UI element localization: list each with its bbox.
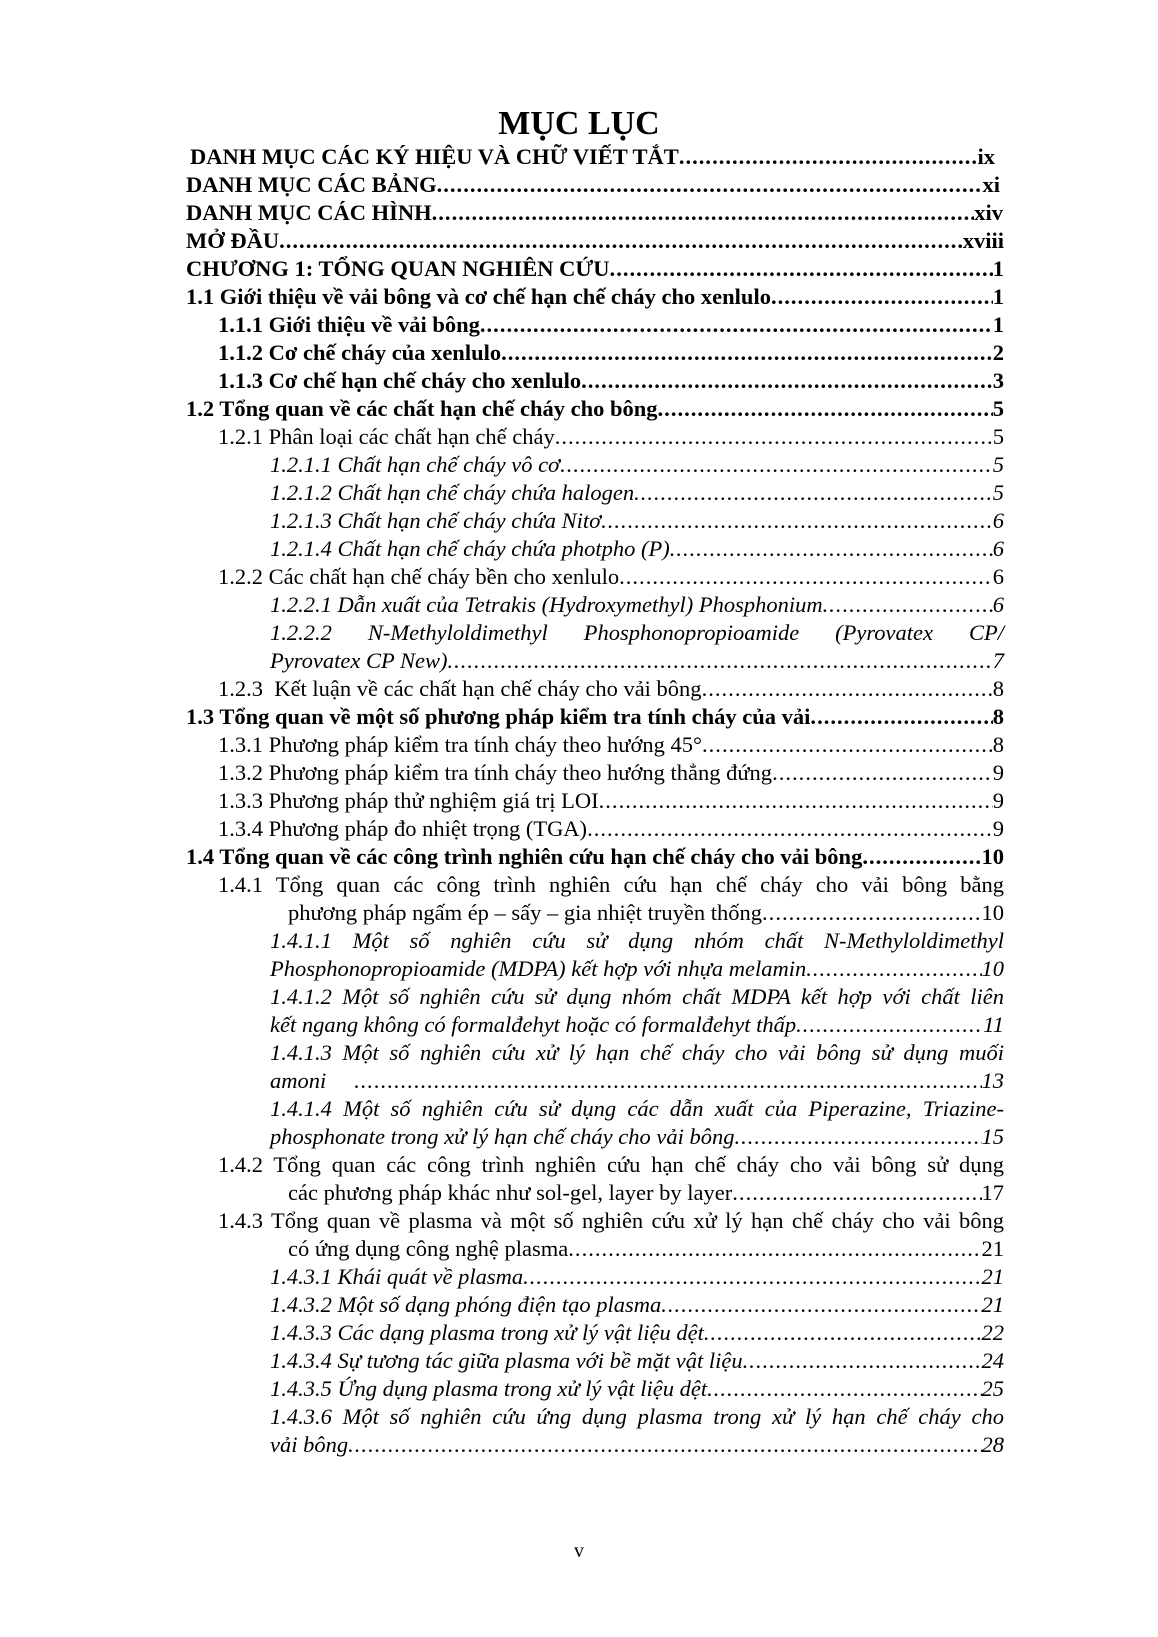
- toc-entry-page: 6: [992, 536, 1004, 561]
- toc-entry-page: xviii: [962, 228, 1004, 253]
- toc-entry-continuation: phosphonate trong xử lý hạn chế cháy cho vải bông: [270, 1124, 735, 1149]
- leader-dots: [523, 1263, 981, 1291]
- toc-entry-text: DANH MỤC CÁC BẢNG: [186, 172, 437, 197]
- toc-entry-text: 1.2.2 Các chất hạn chế cháy bền cho xenlulo: [218, 564, 620, 589]
- toc-entry-text: 1.3.1 Phương pháp kiểm tra tính cháy theo hướng 45°: [218, 732, 702, 757]
- toc-entry-text: 1.2.2.1 Dẫn xuất của Tetrakis (Hydroxymethyl) Phosphonium: [270, 592, 823, 617]
- toc-entry[interactable]: [186, 227, 1004, 255]
- toc-entry[interactable]: [218, 759, 1004, 787]
- leader-dots: [480, 311, 993, 339]
- toc-entry-page: 28: [981, 1432, 1004, 1457]
- toc-entry[interactable]: [270, 1263, 1004, 1291]
- leader-dots: [610, 255, 993, 283]
- leader-dots: [823, 591, 993, 619]
- toc-entry-text: 1.4.3.4 Sự tương tác giữa plasma với bề mặt vật liệu: [270, 1348, 743, 1373]
- toc-entry[interactable]: [186, 171, 1000, 199]
- toc-entry[interactable]: [218, 367, 1004, 395]
- toc-entry-page: 24: [981, 1348, 1004, 1373]
- leader-dots: [679, 143, 978, 171]
- leader-dots: [772, 759, 993, 787]
- leader-dots: [704, 1319, 982, 1347]
- toc-entry[interactable]: [270, 479, 1004, 507]
- toc-entry[interactable]: [288, 1235, 1004, 1263]
- toc-entry[interactable]: [270, 955, 1004, 983]
- toc-entry-text[interactable]: 1.4.1.2 Một số nghiên cứu sử dụng nhóm chất MDPA kết hợp với chất liên: [270, 984, 1004, 1009]
- toc-entry-page: 10: [981, 900, 1004, 925]
- leader-dots: [619, 563, 993, 591]
- toc-entry[interactable]: [218, 563, 1004, 591]
- page-title: MỤC LỤC: [498, 105, 660, 142]
- toc-entry[interactable]: [186, 199, 1003, 227]
- toc-entry-continuation: Phosphonopropioamide (MDPA) kết hợp với nhựa melamin: [270, 956, 807, 981]
- toc-entry-page: 1: [992, 256, 1004, 281]
- toc-entry-page: 5: [992, 396, 1004, 421]
- toc-entry-continuation: Pyrovatex CP New): [270, 648, 448, 673]
- toc-entry-continuation: các phương pháp khác như sol-gel, layer by layer: [288, 1180, 733, 1205]
- toc-entry-page: 21: [981, 1264, 1004, 1289]
- leader-dots: [658, 395, 993, 423]
- toc-entry[interactable]: [218, 675, 1004, 703]
- leader-dots: [348, 1431, 981, 1459]
- toc-entry[interactable]: [186, 255, 1004, 283]
- toc-entry-page: 11: [983, 1012, 1004, 1037]
- page-number: v: [574, 1540, 584, 1562]
- toc-entry-page: xi: [982, 172, 1000, 197]
- toc-entry-text[interactable]: 1.4.1 Tổng quan các công trình nghiên cứu hạn chế cháy cho vải bông bằng: [218, 872, 1004, 897]
- toc-entry[interactable]: [270, 451, 1004, 479]
- toc-entry-text: 1.2.1.3 Chất hạn chế cháy chứa Nitơ: [270, 508, 602, 533]
- toc-entry[interactable]: [218, 787, 1004, 815]
- toc-entry[interactable]: [186, 395, 1004, 423]
- toc-entry[interactable]: [218, 815, 1004, 843]
- toc-entry-page: 10: [981, 956, 1004, 981]
- leader-dots: [432, 199, 975, 227]
- toc-entry[interactable]: [270, 507, 1004, 535]
- toc-entry-page: 6: [992, 592, 1004, 617]
- toc-entry-page: 3: [992, 368, 1004, 393]
- toc-entry-text: 1.4.3.1 Khái quát về plasma: [270, 1264, 524, 1289]
- toc-entry-text: 1.4.3.3 Các dạng plasma trong xử lý vật liệu dệt: [270, 1320, 704, 1345]
- leader-dots: [702, 675, 993, 703]
- toc-entry-text: 1.2.1 Phân loại các chất hạn chế cháy: [218, 424, 555, 449]
- toc-entry-text: 1.4.3.5 Ứng dụng plasma trong xử lý vật liệu dệt: [270, 1376, 708, 1401]
- leader-dots: [702, 731, 993, 759]
- leader-dots: [806, 955, 981, 983]
- toc-entry-text: 1.2.1.2 Chất hạn chế cháy chứa halogen: [270, 480, 635, 505]
- leader-dots: [447, 647, 992, 675]
- toc-entry-page: 1: [992, 284, 1004, 309]
- leader-dots: [601, 507, 993, 535]
- leader-dots: [732, 1179, 981, 1207]
- toc-entry[interactable]: [270, 591, 1004, 619]
- leader-dots: [734, 1123, 981, 1151]
- toc-entry-page: 6: [992, 564, 1004, 589]
- toc-entry[interactable]: [288, 899, 1004, 927]
- leader-dots: [634, 479, 993, 507]
- toc-entry-text: CHƯƠNG 1: TỔNG QUAN NGHIÊN CỨU: [186, 256, 610, 281]
- leader-dots: [862, 843, 981, 871]
- toc-entry[interactable]: [190, 143, 995, 171]
- toc-entry[interactable]: [270, 535, 1004, 563]
- toc-entry[interactable]: [270, 1431, 1004, 1459]
- toc-entry[interactable]: [186, 843, 1004, 871]
- toc-entry-text: 1.4 Tổng quan về các công trình nghiên cứu hạn chế cháy cho vải bông: [186, 844, 863, 869]
- toc-entry-text: DANH MỤC CÁC HÌNH: [186, 200, 432, 225]
- toc-entry-page: 2: [992, 340, 1004, 365]
- toc-entry-text[interactable]: 1.2.2.2 N-Methyloldimethyl Phosphonopropioamide (Pyrovatex CP/: [270, 620, 1004, 645]
- leader-dots: [762, 899, 981, 927]
- toc-entry-continuation: amoni: [270, 1068, 327, 1093]
- toc-entry-page: 22: [981, 1320, 1004, 1345]
- leader-dots: [599, 787, 993, 815]
- leader-dots: [560, 451, 993, 479]
- leader-dots: [587, 815, 993, 843]
- leader-dots: [568, 1235, 981, 1263]
- toc-entry-page: 9: [992, 816, 1004, 841]
- toc-entry[interactable]: [218, 339, 1004, 367]
- toc-entry-continuation: có ứng dụng công nghệ plasma: [288, 1236, 569, 1261]
- toc-entry-text[interactable]: 1.4.1.4 Một số nghiên cứu sử dụng các dẫn xuất của Piperazine, Triazine-: [270, 1096, 1004, 1121]
- toc-entry-text[interactable]: 1.4.3.6 Một số nghiên cứu ứng dụng plasma trong xử lý hạn chế cháy cho: [270, 1404, 1004, 1429]
- toc-entry[interactable]: [270, 1123, 1004, 1151]
- leader-dots: [810, 703, 992, 731]
- leader-dots: [437, 171, 983, 199]
- toc-entry-text: 1.2 Tổng quan về các chất hạn chế cháy cho bông: [186, 396, 658, 421]
- toc-entry[interactable]: [288, 1179, 1004, 1207]
- leader-dots: [771, 283, 993, 311]
- leader-dots: [581, 367, 993, 395]
- toc-entry-text: 1.3.2 Phương pháp kiểm tra tính cháy theo hướng thẳng đứng: [218, 760, 773, 785]
- toc-entry-page: 5: [992, 480, 1004, 505]
- toc-entry[interactable]: [218, 731, 1004, 759]
- toc-entry-text[interactable]: 1.4.1.1 Một số nghiên cứu sử dụng nhóm chất N-Methyloldimethyl: [270, 928, 1004, 953]
- toc-entry-page: 8: [992, 676, 1004, 701]
- toc-entry[interactable]: [270, 1319, 1004, 1347]
- toc-entry-text: MỞ ĐẦU: [186, 228, 280, 253]
- toc-entry[interactable]: [186, 703, 1004, 731]
- toc-entry-page: 8: [992, 732, 1004, 757]
- toc-entry[interactable]: [218, 311, 1004, 339]
- toc-entry-continuation: vải bông: [270, 1432, 349, 1457]
- toc-entry-page: ix: [977, 144, 995, 169]
- toc-entry[interactable]: [218, 423, 1004, 451]
- leader-dots: [796, 1011, 983, 1039]
- toc-entry[interactable]: [270, 1375, 1004, 1403]
- toc-entry-page: 15: [981, 1124, 1004, 1149]
- toc-entry-page: xiv: [974, 200, 1003, 225]
- toc-entry-continuation: kết ngang không có formalđehyt hoặc có formalđehyt thấp: [270, 1012, 797, 1037]
- toc-entry[interactable]: [270, 1011, 1004, 1039]
- leader-dots: [661, 1291, 981, 1319]
- toc-entry-page: 17: [981, 1180, 1004, 1205]
- toc-entry-page: 5: [992, 424, 1004, 449]
- toc-entry-page: 6: [992, 508, 1004, 533]
- toc-entry-page: 7: [992, 648, 1004, 673]
- toc-entry-text: 1.4.3.2 Một số dạng phóng điện tạo plasma: [270, 1292, 662, 1317]
- leader-dots: [501, 339, 993, 367]
- toc-entry-text: 1.1.3 Cơ chế hạn chế cháy cho xenlulo: [218, 368, 582, 393]
- toc-entry-text: 1.1.1 Giới thiệu về vải bông: [218, 312, 480, 337]
- toc-entry-text: 1.3 Tổng quan về một số phương pháp kiểm tra tính cháy của vải: [186, 704, 811, 729]
- leader-dots: [279, 227, 963, 255]
- toc-entry-continuation: phương pháp ngấm ép – sấy – gia nhiệt truyền thống: [288, 900, 763, 925]
- toc-entry[interactable]: [270, 1067, 1004, 1095]
- toc-entry-text: 1.3.3 Phương pháp thử nghiệm giá trị LOI: [218, 788, 599, 813]
- toc-entry-text: 1.2.1.4 Chất hạn chế cháy chứa photpho (P): [270, 536, 670, 561]
- toc-entry[interactable]: [270, 647, 1004, 675]
- toc-entry-page: 9: [992, 788, 1004, 813]
- toc-entry-text: 1.1.2 Cơ chế cháy của xenlulo: [218, 340, 502, 365]
- toc-entry-text: 1.1 Giới thiệu về vải bông và cơ chế hạn chế cháy cho xenlulo: [186, 284, 771, 309]
- leader-dots: [743, 1347, 982, 1375]
- leader-dots: [707, 1375, 981, 1403]
- toc-entry[interactable]: [270, 1291, 1004, 1319]
- toc-entry-page: 1: [992, 312, 1004, 337]
- toc-entry-page: 25: [981, 1376, 1004, 1401]
- toc-entry-page: 5: [992, 452, 1004, 477]
- toc-entry-page: 13: [981, 1068, 1004, 1093]
- leader-dots: [354, 1067, 981, 1095]
- toc-entry[interactable]: [270, 1347, 1004, 1375]
- toc-entry-text[interactable]: 1.4.3 Tổng quan về plasma và một số nghiên cứu xử lý hạn chế cháy cho vải bông: [218, 1208, 1004, 1233]
- toc-entry-page: 9: [992, 760, 1004, 785]
- toc-entry-text: DANH MỤC CÁC KÝ HIỆU VÀ CHỮ VIẾT TẮT: [190, 144, 679, 169]
- toc-entry-text[interactable]: 1.4.1.3 Một số nghiên cứu xử lý hạn chế cháy cho vải bông sử dụng muối: [270, 1040, 1004, 1065]
- toc-entry-text[interactable]: 1.4.2 Tổng quan các công trình nghiên cứu hạn chế cháy cho vải bông sử dụng: [218, 1152, 1004, 1177]
- toc-entry-page: 8: [992, 704, 1004, 729]
- leader-dots: [670, 535, 993, 563]
- toc-entry-page: 21: [981, 1236, 1004, 1261]
- toc-entry-text: 1.2.1.1 Chất hạn chế cháy vô cơ: [270, 452, 561, 477]
- toc-entry-text: 1.2.3 Kết luận về các chất hạn chế cháy cho vải bông: [218, 676, 702, 701]
- leader-dots: [555, 423, 993, 451]
- toc-entry[interactable]: [186, 283, 1004, 311]
- toc-entry-page: 21: [981, 1292, 1004, 1317]
- toc-entry-text: 1.3.4 Phương pháp đo nhiệt trọng (TGA): [218, 816, 588, 841]
- toc-entry-page: 10: [981, 844, 1004, 869]
